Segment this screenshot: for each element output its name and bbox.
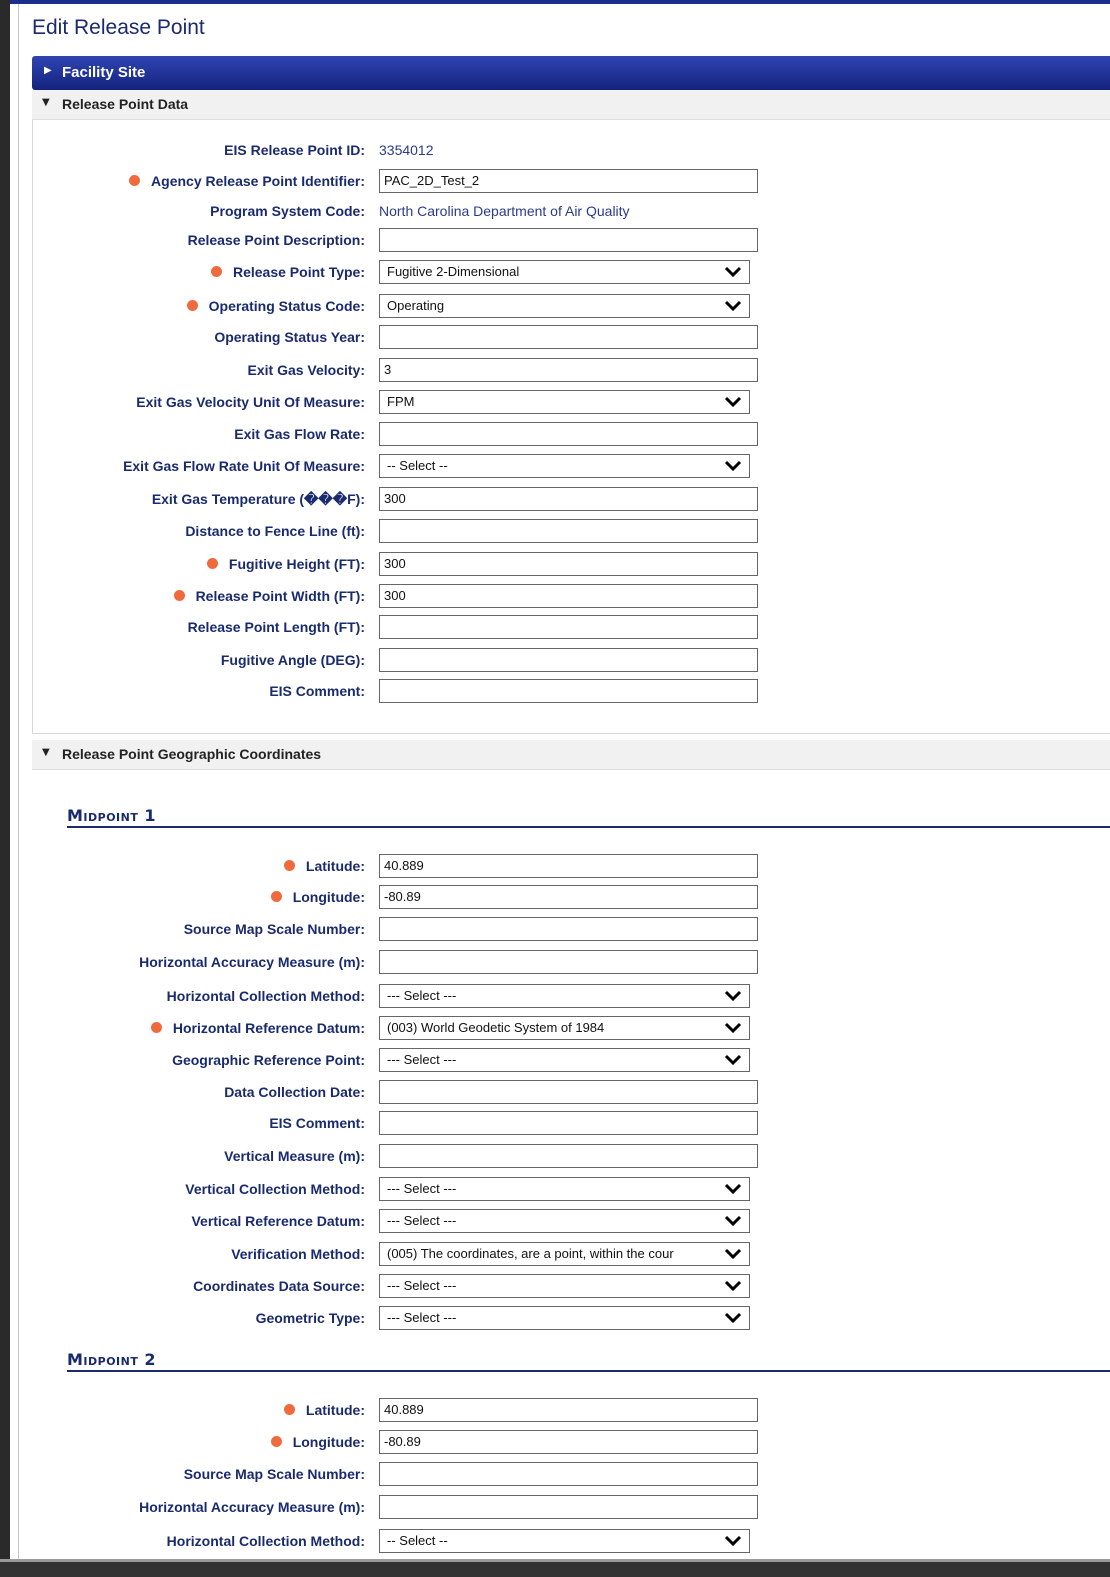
rpd-eis-comment-input[interactable] — [379, 679, 758, 703]
mp1-horizontal-accuracy-measure-label: Horizontal Accuracy Measure (m): — [139, 954, 365, 970]
rpd-program-system-code-value: North Carolina Department of Air Quality — [379, 203, 630, 219]
required-indicator-icon — [284, 1404, 295, 1415]
rpd-exit-gas-velocity-unit-of-measure-selected-value: FPM — [387, 394, 415, 409]
rpd-exit-gas-flow-rate-label: Exit Gas Flow Rate: — [234, 426, 365, 442]
mp2-longitude-input[interactable]: -80.89 — [379, 1430, 758, 1454]
rpd-exit-gas-temperature-input[interactable]: 300 — [379, 487, 758, 511]
mp1-source-map-scale-number-input[interactable] — [379, 917, 758, 941]
mp1-geographic-reference-point-selected-value: --- Select --- — [387, 1052, 457, 1067]
triangle-down-icon: ▼ — [42, 747, 50, 758]
rpd-exit-gas-velocity-input[interactable]: 3 — [379, 358, 758, 382]
chevron-down-icon — [724, 1312, 742, 1324]
rpd-release-point-width-label: Release Point Width (FT): — [195, 588, 365, 604]
mp1-geographic-reference-point-select[interactable] — [379, 1048, 750, 1072]
chevron-down-icon — [724, 396, 742, 408]
release-point-data-label: Release Point Data — [62, 96, 189, 112]
rpd-distance-to-fence-line-input[interactable] — [379, 519, 758, 543]
rpd-agency-release-point-identifier-label: Agency Release Point Identifier: — [151, 173, 365, 189]
rpd-exit-gas-flow-rate-unit-of-measure-label: Exit Gas Flow Rate Unit Of Measure: — [123, 458, 365, 474]
rpd-fugitive-height-input[interactable]: 300 — [379, 552, 758, 576]
required-indicator-icon — [284, 860, 295, 871]
mp1-horizontal-accuracy-measure-input[interactable] — [379, 950, 758, 974]
rpd-eis-release-point-id-value: 3354012 — [379, 142, 434, 158]
mp1-verification-method-selected-value: (005) The coordinates, are a point, within the cour — [387, 1246, 674, 1261]
rpd-program-system-code-label: Program System Code: — [210, 203, 365, 219]
mp1-eis-comment-label: EIS Comment: — [269, 1115, 365, 1131]
required-indicator-icon — [271, 891, 282, 902]
mp1-latitude-label: Latitude: — [305, 858, 365, 874]
rpd-distance-to-fence-line-label: Distance to Fence Line (ft): — [185, 523, 365, 539]
mp1-vertical-collection-method-selected-value: --- Select --- — [387, 1181, 457, 1196]
mp1-horizontal-reference-datum-label: Horizontal Reference Datum: — [172, 1020, 365, 1036]
rpd-exit-gas-velocity-label: Exit Gas Velocity: — [247, 362, 365, 378]
facility-site-label: Facility Site — [62, 64, 146, 81]
window-frame-bottom — [0, 1559, 1110, 1577]
release-point-data-header[interactable] — [32, 90, 1110, 120]
window-frame-left — [0, 0, 10, 1577]
mp1-vertical-reference-datum-selected-value: --- Select --- — [387, 1213, 457, 1228]
chevron-down-icon — [724, 1054, 742, 1066]
mp1-verification-method-select[interactable] — [379, 1242, 750, 1266]
mp1-vertical-collection-method-select[interactable] — [379, 1177, 750, 1201]
mp1-geographic-reference-point-label: Geographic Reference Point: — [172, 1052, 365, 1068]
required-indicator-icon — [211, 266, 222, 277]
mp1-coordinates-data-source-selected-value: --- Select --- — [387, 1278, 457, 1293]
mp2-horizontal-collection-method-selected-value: -- Select -- — [387, 1533, 448, 1548]
mp1-horizontal-collection-method-select[interactable] — [379, 984, 750, 1008]
mp1-data-collection-date-input[interactable] — [379, 1080, 758, 1104]
mp1-longitude-label: Longitude: — [292, 889, 365, 905]
chevron-down-icon — [724, 1183, 742, 1195]
midpoint-1-title: Midpoint 1 — [67, 806, 157, 825]
rpd-release-point-length-label: Release Point Length (FT): — [187, 619, 365, 635]
required-indicator-icon — [174, 590, 185, 601]
rpd-exit-gas-velocity-unit-of-measure-label: Exit Gas Velocity Unit Of Measure: — [136, 394, 365, 410]
rpd-release-point-description-label: Release Point Description: — [187, 232, 365, 248]
geo-coordinates-label: Release Point Geographic Coordinates — [62, 746, 322, 762]
required-indicator-icon — [151, 1022, 162, 1033]
chevron-down-icon — [724, 1022, 742, 1034]
rpd-operating-status-code-select[interactable] — [379, 294, 750, 318]
mp1-vertical-reference-datum-label: Vertical Reference Datum: — [191, 1213, 365, 1229]
chevron-down-icon — [724, 266, 742, 278]
triangle-down-icon: ▼ — [42, 97, 50, 108]
rpd-release-point-length-input[interactable] — [379, 615, 758, 639]
chevron-down-icon — [724, 300, 742, 312]
mp1-horizontal-collection-method-selected-value: --- Select --- — [387, 988, 457, 1003]
mp1-data-collection-date-label: Data Collection Date: — [224, 1084, 365, 1100]
mp2-source-map-scale-number-input[interactable] — [379, 1462, 758, 1486]
rpd-exit-gas-flow-rate-input[interactable] — [379, 422, 758, 446]
geo-coordinates-header[interactable] — [32, 740, 1110, 770]
rpd-release-point-type-select[interactable] — [379, 260, 750, 284]
required-indicator-icon — [187, 300, 198, 311]
rpd-fugitive-angle-label: Fugitive Angle (DEG): — [220, 652, 365, 668]
rpd-release-point-description-input[interactable] — [379, 228, 758, 252]
midpoint-1-heading — [67, 806, 1110, 828]
mp2-longitude-label: Longitude: — [292, 1434, 365, 1450]
mp1-vertical-reference-datum-select[interactable] — [379, 1209, 750, 1233]
rpd-operating-status-year-input[interactable] — [379, 325, 758, 349]
mp1-vertical-measure-label: Vertical Measure (m): — [224, 1148, 365, 1164]
rpd-agency-release-point-identifier-input[interactable]: PAC_2D_Test_2 — [379, 169, 758, 193]
mp1-horizontal-reference-datum-selected-value: (003) World Geodetic System of 1984 — [387, 1020, 605, 1035]
mp1-geometric-type-label: Geometric Type: — [255, 1310, 365, 1326]
mp2-latitude-label: Latitude: — [305, 1402, 365, 1418]
required-indicator-icon — [207, 558, 218, 569]
mp1-longitude-input[interactable]: -80.89 — [379, 885, 758, 909]
mp1-vertical-measure-input[interactable] — [379, 1144, 758, 1168]
mp1-verification-method-label: Verification Method: — [231, 1246, 365, 1262]
rpd-operating-status-year-label: Operating Status Year: — [214, 329, 365, 345]
triangle-right-icon: ▶ — [44, 65, 52, 76]
mp2-horizontal-accuracy-measure-label: Horizontal Accuracy Measure (m): — [139, 1499, 365, 1515]
rpd-fugitive-angle-input[interactable] — [379, 648, 758, 672]
mp2-latitude-input[interactable]: 40.889 — [379, 1398, 758, 1422]
required-indicator-icon — [129, 175, 140, 186]
mp2-horizontal-collection-method-label: Horizontal Collection Method: — [166, 1533, 365, 1549]
midpoint-2-title: Midpoint 2 — [67, 1350, 157, 1369]
rpd-operating-status-code-label: Operating Status Code: — [208, 298, 365, 314]
mp1-horizontal-reference-datum-select[interactable] — [379, 1016, 750, 1040]
mp2-horizontal-collection-method-select[interactable] — [379, 1529, 750, 1553]
midpoint-2-heading — [67, 1350, 1110, 1372]
mp1-horizontal-collection-method-label: Horizontal Collection Method: — [166, 988, 365, 1004]
rpd-exit-gas-velocity-unit-of-measure-select[interactable] — [379, 390, 750, 414]
rpd-exit-gas-flow-rate-unit-of-measure-selected-value: -- Select -- — [387, 458, 448, 473]
chevron-down-icon — [724, 1248, 742, 1260]
rpd-eis-comment-label: EIS Comment: — [269, 683, 365, 699]
rpd-release-point-width-input[interactable]: 300 — [379, 584, 758, 608]
mp1-eis-comment-input[interactable] — [379, 1111, 758, 1135]
mp1-vertical-collection-method-label: Vertical Collection Method: — [185, 1181, 365, 1197]
mp2-source-map-scale-number-label: Source Map Scale Number: — [183, 1466, 365, 1482]
mp2-horizontal-accuracy-measure-input[interactable] — [379, 1495, 758, 1519]
chevron-down-icon — [724, 1535, 742, 1547]
rpd-release-point-type-label: Release Point Type: — [232, 264, 365, 280]
rpd-eis-release-point-id-label: EIS Release Point ID: — [224, 142, 365, 158]
required-indicator-icon — [271, 1436, 282, 1447]
facility-site-header[interactable] — [32, 56, 1110, 90]
mp1-latitude-input[interactable]: 40.889 — [379, 854, 758, 878]
mp1-coordinates-data-source-label: Coordinates Data Source: — [193, 1278, 365, 1294]
main-content — [18, 4, 1110, 1559]
rpd-operating-status-code-selected-value: Operating — [387, 298, 445, 313]
chevron-down-icon — [724, 460, 742, 472]
chevron-down-icon — [724, 1215, 742, 1227]
mp1-source-map-scale-number-label: Source Map Scale Number: — [183, 921, 365, 937]
mp1-geometric-type-select[interactable] — [379, 1306, 750, 1330]
mp1-coordinates-data-source-select[interactable] — [379, 1274, 750, 1298]
chevron-down-icon — [724, 1280, 742, 1292]
rpd-release-point-type-selected-value: Fugitive 2-Dimensional — [387, 264, 520, 279]
chevron-down-icon — [724, 990, 742, 1002]
mp1-geometric-type-selected-value: --- Select --- — [387, 1310, 457, 1325]
rpd-exit-gas-flow-rate-unit-of-measure-select[interactable] — [379, 454, 750, 478]
rpd-fugitive-height-label: Fugitive Height (FT): — [228, 556, 365, 572]
rpd-exit-gas-temperature-label: Exit Gas Temperature (���F): — [151, 491, 365, 507]
page-title: Edit Release Point — [32, 16, 205, 39]
